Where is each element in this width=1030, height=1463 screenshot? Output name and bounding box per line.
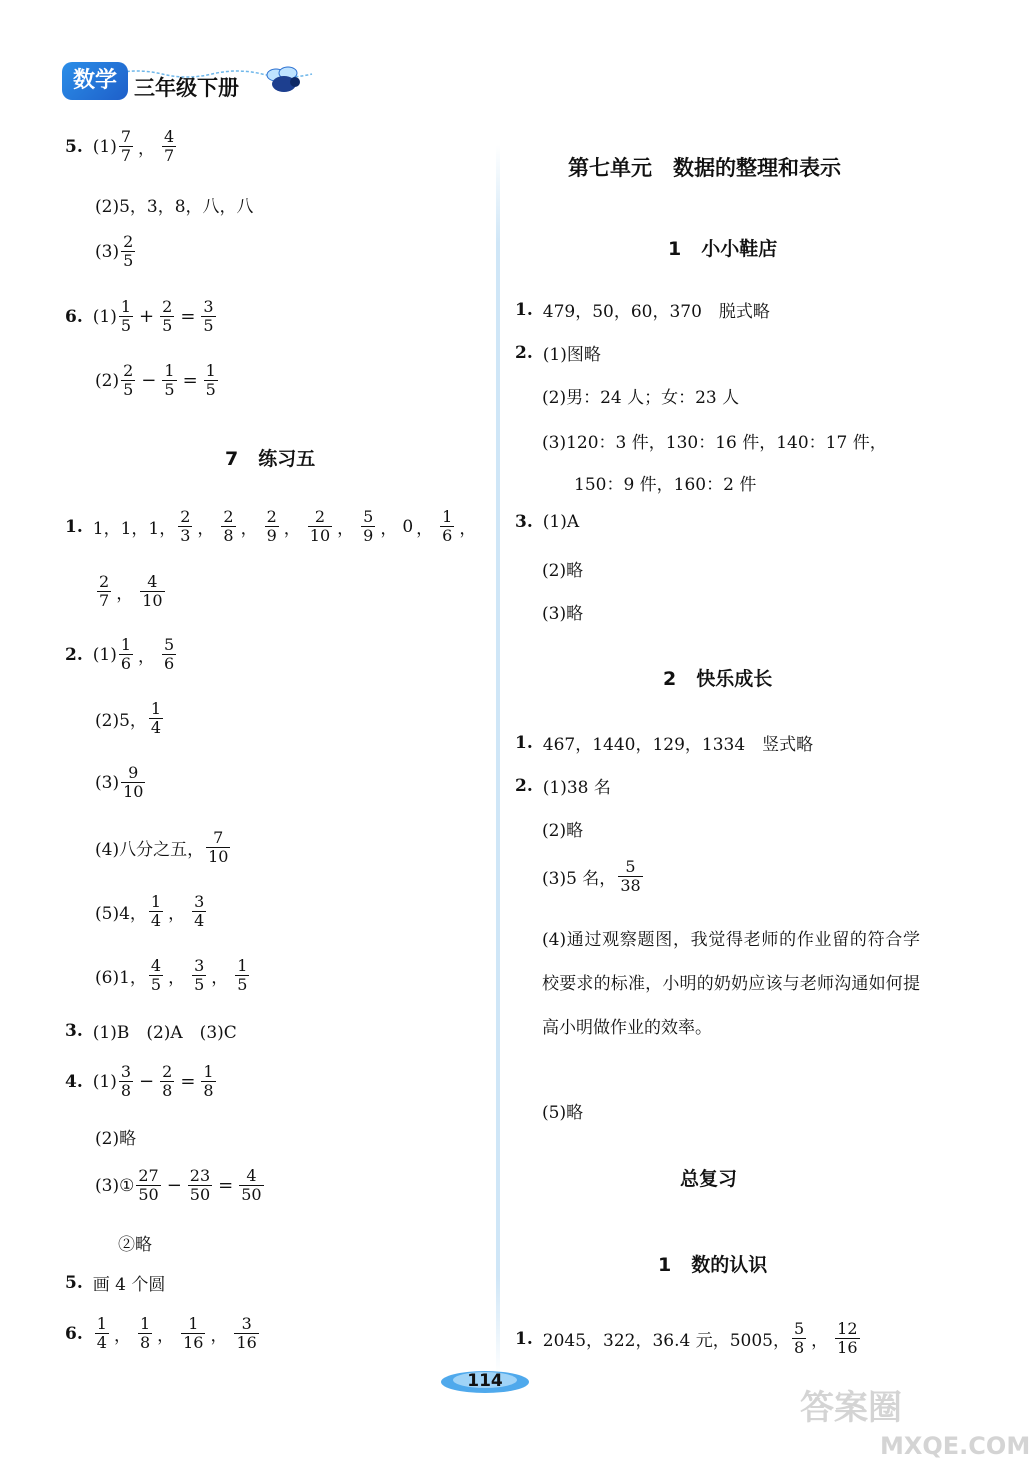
right-b2-5: (5)略 [542, 1103, 584, 1123]
fraction: $\frac{23}{50}$ [189, 1166, 211, 1204]
right-a3-1: 3. (1)A [515, 512, 580, 532]
fraction: $\frac{2}{5}$ [123, 232, 134, 270]
fraction: $\frac{5}{9}$ [363, 507, 374, 545]
left-e2-5: (5)4， $\frac{1}{4}$ ， $\frac{3}{4}$ [95, 892, 205, 930]
subject-logo: 数学 [62, 62, 128, 100]
fraction: $\frac{2}{10}$ [309, 507, 331, 545]
left-e3: 3. (1)B (2)A (3)C [65, 1020, 237, 1043]
fraction: $\frac{5}{8}$ [793, 1319, 805, 1357]
right-b2-2: (2)略 [542, 821, 584, 841]
page-footer [440, 1367, 530, 1395]
left-q5-3: (3) $\frac{2}{5}$ [95, 232, 134, 270]
fraction: $\frac{1}{8}$ [139, 1314, 151, 1352]
fraction: $\frac{2}{8}$ [223, 507, 234, 545]
fraction: $\frac{1}{8}$ [203, 1062, 214, 1100]
watermark-url: MXQE.COM [880, 1432, 1030, 1460]
left-e2-1: 2. (1) $\frac{1}{6}$ ， $\frac{5}{6}$ [65, 635, 175, 673]
section-heading-number-recognition: 1 数的认识 [658, 1254, 768, 1276]
right-a1: 1. 479，50，60，370 脱式略 [515, 299, 770, 322]
section-heading-happy-growth: 2 快乐成长 [663, 668, 773, 690]
column-divider [496, 145, 500, 1375]
left-e2-3: (3) $\frac{9}{10}$ [95, 763, 144, 801]
left-q6-2: (2) $\frac{2}{5}$ − $\frac{1}{5}$ = $\frac{1}{5}$ [95, 361, 216, 399]
right-a2-3: (3)120：3 件，130：16 件，140：17 件， [542, 433, 887, 453]
left-q5-2: (2)5，3，8，八，八 [95, 197, 254, 217]
fraction: $\frac{2}{9}$ [266, 507, 277, 545]
fraction: $\frac{1}{4}$ [96, 1314, 107, 1352]
right-a3-3: (3)略 [542, 604, 584, 624]
fraction: $\frac{4}{7}$ [164, 127, 175, 165]
fraction: $\frac{1}{6}$ [120, 635, 132, 673]
right-b2-1: 2. (1)38 名 [515, 775, 611, 798]
fraction: $\frac{1}{5}$ [205, 361, 216, 399]
right-b1: 1. 467，1440，129，1334 竖式略 [515, 732, 814, 755]
fraction: $\frac{5}{38}$ [620, 857, 641, 895]
left-e1-cont: $\frac{2}{7}$ ， $\frac{4}{10}$ [99, 572, 163, 610]
left-e4-3: (3)① $\frac{27}{50}$ − $\frac{23}{50}$ = $\frac{4}{50}$ [95, 1166, 262, 1204]
left-e6: 6. $\frac{1}{4}$ ， $\frac{1}{8}$ ， $\frac{1}{16}$ ， $\frac{3}{16}$ [65, 1314, 257, 1352]
left-e4-1: 4. (1) $\frac{3}{8}$ − $\frac{2}{8}$ = $\frac{1}{8}$ [65, 1062, 214, 1100]
left-e4-3b: ②略 [118, 1235, 152, 1255]
left-e4-2: (2)略 [95, 1129, 137, 1149]
left-e1: 1. 1，1，1， $\frac{2}{3}$ ， $\frac{2}{8}$ ， $\frac{2}{9}$ ， $\frac{2}{10}$ ， $\frac{5}{9}$ ， 0 ， $\frac{1}{6}$ ， [65, 507, 477, 545]
fraction: $\frac{7}{10}$ [208, 828, 229, 866]
fraction: $\frac{27}{50}$ [138, 1166, 159, 1204]
fraction: $\frac{3}{4}$ [194, 892, 205, 930]
left-e2-4: (4)八分之五， $\frac{7}{10}$ [95, 828, 229, 866]
left-q6-1: 6. (1) $\frac{1}{5}$ + $\frac{2}{5}$ = $\frac{3}{5}$ [65, 297, 214, 335]
fraction: $\frac{9}{10}$ [123, 763, 144, 801]
fraction: $\frac{1}{6}$ [442, 507, 453, 545]
fraction: $\frac{3}{5}$ [203, 297, 214, 335]
right-a3-2: (2)略 [542, 561, 584, 581]
fraction: $\frac{3}{16}$ [236, 1314, 257, 1352]
unit-title: 第七单元 数据的整理和表示 [568, 156, 841, 180]
right-a2-2: (2)男：24 人；女：23 人 [542, 388, 740, 408]
fraction: $\frac{1}{5}$ [164, 361, 175, 399]
fraction: $\frac{4}{5}$ [150, 956, 162, 994]
fraction: $\frac{1}{4}$ [150, 892, 162, 930]
left-e2-6: (6)1， $\frac{4}{5}$ ， $\frac{3}{5}$ ， $\frac{1}{5}$ [95, 956, 248, 994]
right-c1: 1. 2045，322，36.4 元，5005， $\frac{5}{8}$ ， $\frac{12}{16}$ [515, 1319, 858, 1357]
fraction: $\frac{1}{5}$ [120, 297, 132, 335]
fraction: $\frac{7}{7}$ [120, 127, 132, 165]
general-review-heading: 总复习 [680, 1168, 738, 1190]
fraction: $\frac{3}{8}$ [120, 1062, 132, 1100]
fraction: $\frac{1}{5}$ [237, 956, 248, 994]
right-a2-3b: 150：9 件，160：2 件 [574, 475, 757, 495]
left-e5: 5. 画 4 个圆 [65, 1272, 166, 1295]
fraction: $\frac{2}{5}$ [162, 297, 173, 335]
section-heading-exercise-5: 7 练习五 [225, 448, 316, 470]
fraction: $\frac{2}{8}$ [162, 1062, 173, 1100]
fraction: $\frac{2}{3}$ [180, 507, 191, 545]
right-b2-3: (3)5 名， $\frac{5}{38}$ [542, 857, 641, 895]
fraction: $\frac{2}{7}$ [99, 572, 110, 610]
watermark-logo: 答案圈 [800, 1388, 902, 1428]
left-e2-2: (2)5， $\frac{1}{4}$ [95, 699, 162, 737]
fraction: $\frac{3}{5}$ [194, 956, 205, 994]
fraction: $\frac{1}{16}$ [183, 1314, 204, 1352]
right-a2-1: 2. (1)图略 [515, 342, 601, 365]
bee-icon [262, 65, 308, 95]
left-q5-1: 5. (1) $\frac{7}{7}$ ， $\frac{4}{7}$ [65, 127, 175, 165]
fraction: $\frac{4}{10}$ [142, 572, 163, 610]
grade-title: 三年级下册 [134, 76, 239, 100]
page-number: 114 [467, 1371, 503, 1391]
fraction: $\frac{5}{6}$ [164, 635, 175, 673]
fraction: $\frac{12}{16}$ [837, 1319, 858, 1357]
fraction: $\frac{2}{5}$ [123, 361, 134, 399]
fraction: $\frac{1}{4}$ [150, 699, 162, 737]
right-b2-4: (4)通过观察题图，我觉得老师的作业留的符合学校要求的标准，小明的奶奶应该与老师沟通如何提高小明做作业的效率。 [542, 930, 920, 1038]
fraction: $\frac{4}{50}$ [241, 1166, 262, 1204]
section-heading-shoe-store: 1 小小鞋店 [668, 238, 778, 260]
